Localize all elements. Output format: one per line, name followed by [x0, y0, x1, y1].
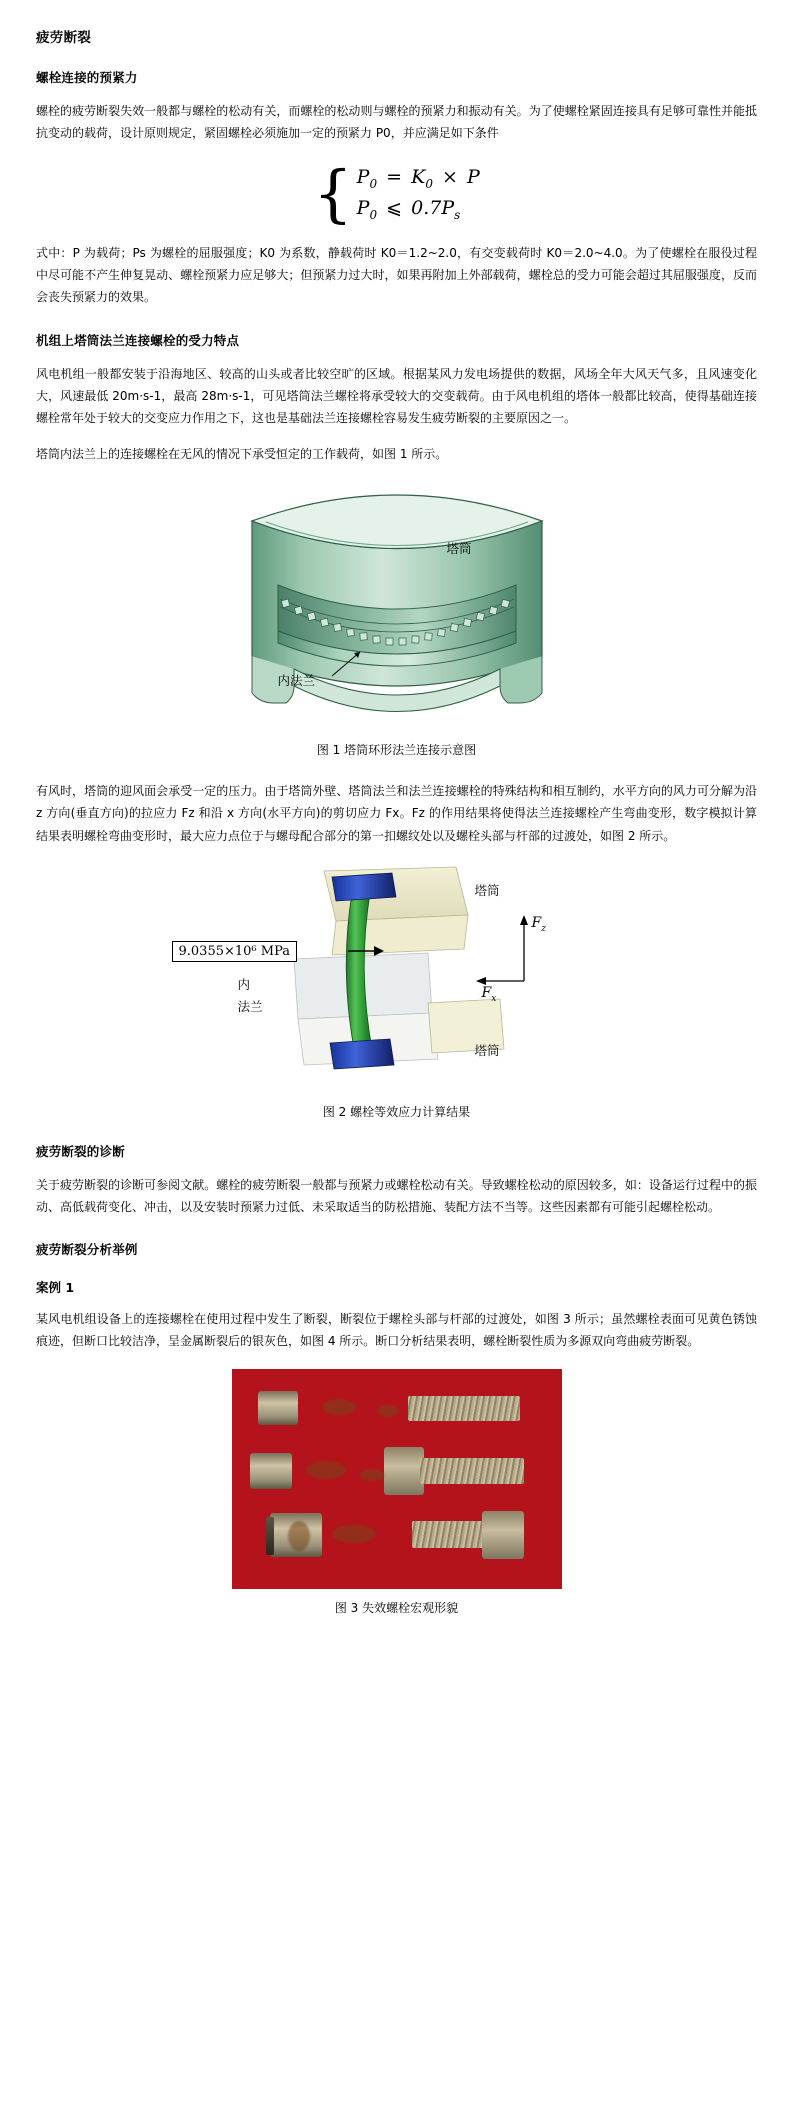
bolt1-thread	[408, 1396, 520, 1421]
formula-inner	[313, 157, 480, 231]
figure2-caption: 图 2 螺栓等效应力计算结果	[322, 1104, 471, 1119]
paragraph-figure1-intro: 塔筒内法兰上的连接螺栓在无风的情况下承受恒定的工作载荷，如图 1 所示。	[36, 447, 448, 462]
figure-1	[36, 481, 757, 758]
tower-flange-diagram	[182, 481, 612, 731]
bolt2-nut	[384, 1447, 424, 1495]
formula-p0-subscript: 0	[369, 177, 378, 192]
fz-subscript: z	[541, 923, 546, 934]
page-title: 疲劳断裂	[36, 30, 92, 46]
formula-line-2	[357, 197, 480, 222]
figure2-drawing	[178, 863, 562, 1093]
bolt1-rust-2	[377, 1405, 399, 1417]
figure3-caption: 图 3 失效螺栓宏观形貌	[334, 1600, 459, 1615]
bolt1-head	[258, 1391, 298, 1425]
figure1-caption: 图 1 塔筒环形法兰连接示意图	[316, 743, 477, 758]
formula-le: ⩽	[386, 197, 403, 220]
figure-3	[36, 1369, 757, 1616]
label-fz	[532, 915, 546, 934]
formula2-p0-subscript: 0	[369, 207, 378, 222]
fx-subscript: x	[491, 993, 497, 1004]
bolt1-rust-1	[322, 1399, 356, 1415]
bolt3-fracture-surface	[266, 1517, 274, 1555]
label-inner-flange: 内法兰	[277, 673, 316, 689]
case-heading-1: 案例 1	[36, 1280, 75, 1296]
label-fx	[482, 985, 497, 1004]
formula-block	[36, 157, 757, 231]
label-fig2-tower-bottom: 塔筒	[474, 1042, 500, 1058]
bolt2-head	[250, 1453, 292, 1489]
fz-symbol: F	[531, 914, 542, 931]
section-heading-examples: 疲劳断裂分析举例	[36, 1242, 138, 1258]
bolt3-nut	[482, 1511, 524, 1559]
paragraph-formula-explanation: 式中：P 为载荷；Ps 为螺栓的屈服强度；K0 为系数，静载荷时 K0＝1.2~2.0，有交变载荷时 K0＝2.0~4.0。为了使螺栓在服役过程中尽可能不产生伸复晃动、螺栓预紧力应足够大；但预紧力过大时，如果再附加上外部载荷，螺栓总的受力可能会超过其屈服强度，反而会丧失预紧力的效果。	[36, 245, 757, 305]
stress-value-label: 9.0355×10⁶ MPa	[172, 941, 298, 962]
formula-ps-symbol: P	[441, 197, 455, 220]
formula-line-1	[357, 166, 480, 191]
figure-2	[36, 863, 757, 1120]
section-heading-bolt-loading: 机组上塔筒法兰连接螺栓的受力特点	[36, 332, 240, 348]
fz-arrow	[520, 915, 528, 925]
fx-arrow	[476, 977, 486, 985]
bolt2-thread	[420, 1458, 524, 1484]
formula-brace: {	[313, 157, 353, 231]
formula-equals: =	[386, 166, 403, 189]
fem-stress-diagram	[232, 863, 562, 1093]
bolt2-rust-1	[306, 1461, 346, 1479]
bolt-head-top	[332, 873, 396, 901]
paragraph-diagnosis: 关于疲劳断裂的诊断可参阅文献。螺栓的疲劳断裂一般都与预紧力或螺栓松动有关。导致螺栓松动的原因较多，如：设备运行过程中的振动、高低载荷变化、冲击，以及安装时预紧力过低、未采取适当的防松措施、装配方法不当等。这些因素都有可能引起螺栓松动。	[36, 1177, 757, 1215]
bolt2-rust-2	[360, 1469, 384, 1481]
bolt3-rust-2	[288, 1521, 310, 1551]
paragraph-preload-intro: 螺栓的疲劳断裂失效一般都与螺栓的松动有关，而螺栓的松动则与螺栓的预紧力和振动有关。为了使螺栓紧固连接具有足够可靠性并能抵抗变动的载荷，设计原则规定，紧固螺栓必须施加一定的预紧力 P0，并应满足如下条件	[36, 104, 757, 141]
section-heading-preload: 螺栓连接的预紧力	[36, 70, 138, 85]
bolt-nut-bottom	[330, 1039, 394, 1069]
label-tower-top: 塔筒	[446, 541, 472, 557]
formula-p-symbol: P	[466, 166, 480, 189]
formula-times: ×	[442, 166, 458, 189]
formula2-p0-symbol: P	[356, 197, 370, 220]
label-fig2-tower-top: 塔筒	[474, 882, 500, 898]
formula-ps-subscript: s	[454, 207, 461, 222]
formula-coefficient: 0.7	[411, 197, 442, 220]
fx-symbol: F	[481, 984, 492, 1001]
formula-k0-symbol: K	[411, 166, 426, 189]
label-fig2-flange-line1: 内	[237, 976, 251, 992]
figure1-drawing	[182, 481, 612, 731]
paragraph-stress-analysis: 有风时，塔筒的迎风面会承受一定的压力。由于塔筒外壁、塔筒法兰和法兰连接螺栓的特殊结构和相互制约，水平方向的风力可分解为沿 z 方向(垂直方向)的拉应力 Fz 和沿 x 方向(水平方向)的剪切应力 Fx。Fz 的作用结果将使得法兰连接螺栓产生弯曲变形，数字模拟计算结果表明螺栓弯曲变形时，最大应力点位于与螺母配合部分的第一扣螺纹处以及螺栓头部与杆部的过渡处，如图 2 所示。	[36, 784, 757, 843]
formula-p0-symbol: P	[356, 166, 370, 189]
formula-lines	[357, 166, 480, 222]
bolt3-rust-1	[332, 1525, 376, 1543]
formula-k0-subscript: 0	[425, 177, 433, 192]
figure3-photo	[232, 1369, 562, 1589]
paragraph-wind-conditions: 风电机组一般都安装于沿海地区、较高的山头或者比较空旷的区域。根据某风力发电场提供的数据，风场全年大风天气多，且风速变化大，风速最低 20m·s-1，最高 28m·s-1，可见塔筒法兰螺栓将承受较大的交变载荷。由于风电机组的塔体一般都比较高，使得基础连接螺栓常年处于较大的交变应力作用之下，这也是基础法兰连接螺栓容易发生疲劳断裂的主要原因之一。	[36, 366, 757, 425]
bolt3-thread	[412, 1521, 486, 1548]
label-fig2-flange-line2: 法兰	[237, 998, 263, 1014]
paragraph-case1: 某风电机组设备上的连接螺栓在使用过程中发生了断裂，断裂位于螺栓头部与杆部的过渡处，如图 3 所示；虽然螺栓表面可见黄色锈蚀痕迹，但断口比较洁净，呈金属断裂后的银灰色，如图 4 所示。断口分析结果表明，螺栓断裂性质为多源双向弯曲疲劳断裂。	[36, 1312, 757, 1349]
section-heading-diagnosis: 疲劳断裂的诊断	[36, 1143, 125, 1159]
